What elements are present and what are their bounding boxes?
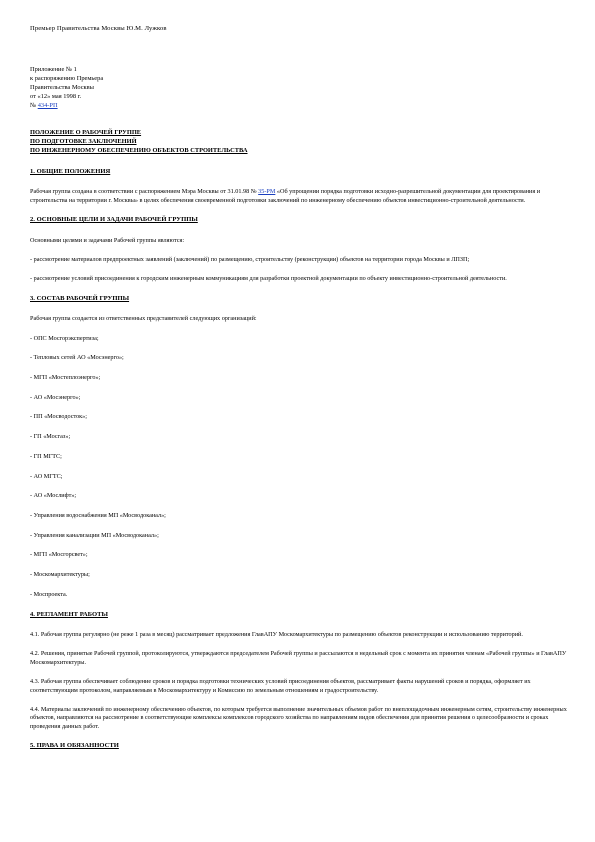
appendix-line: Приложение № 1 bbox=[30, 66, 77, 73]
title-line: ПО ПОДГОТОВКЕ ЗАКЛЮЧЕНИЙ bbox=[30, 138, 137, 146]
paragraph-4-1: 4.1. Рабочая группа регулярно (не реже 1 раза в месяц) рассматривает предложения ГлавАПУ Москомархитектуры по размещению объектов реконструкции и использованию территорий. bbox=[30, 630, 523, 638]
appendix-date: от «12» мая 1998 г. bbox=[30, 93, 82, 100]
section-heading-goals: 2. ОСНОВНЫЕ ЦЕЛИ И ЗАДАЧИ РАБОЧЕЙ ГРУППЫ bbox=[30, 216, 198, 224]
list-item: - МГП «Мостеплоэнерго»; bbox=[30, 374, 101, 382]
list-item: - рассмотрение материалов предпроектных заявлений (заключений) по размещению, строительству (реконструкции) объектов на территории города Москвы и ЛПЗП; bbox=[30, 256, 470, 264]
document-body bbox=[30, 168, 568, 763]
document-title bbox=[30, 128, 248, 156]
paragraph-4-4: 4.4. Материалы заключений по инженерному обеспечению объектов, по которым требуется выполнение значительных объемов работ по внеплощадочным инженерным сетям, строительству инженерных объектов, направляются на рассмотрение в соответствующие комплексы комплексов городского хозяйства по направлениям видов обеспечения для принятия решения о целесообразности и сроках проведения данных работ. bbox=[30, 705, 567, 730]
signature-line: Премьер Правительства Москвы Ю.М. Лужков bbox=[30, 25, 167, 32]
list-item: - АО «Мосэнерго»; bbox=[30, 393, 81, 401]
section-heading-composition: 3. СОСТАВ РАБОЧЕЙ ГРУППЫ bbox=[30, 294, 130, 302]
list-item: - АО МГТС; bbox=[30, 472, 63, 480]
list-item: - Моспроекта. bbox=[30, 590, 68, 598]
section-heading-regulations: 4. РЕГЛАМЕНТ РАБОТЫ bbox=[30, 610, 108, 618]
section-goals-intro: Основными целями и задачами Рабочей группы являются: bbox=[30, 236, 185, 244]
list-item: - ПП «Мосводосток»; bbox=[30, 413, 87, 421]
section-composition-intro: Рабочая группа создается из ответственных представителей следующих организаций: bbox=[30, 315, 257, 323]
text-fragment: «Об упрощении порядка подготовки исходно-разрешительной документации для проектирования и строительства на территории г. Москвы» в целях обеспечения своевременной подготовки заключений по инженерному обеспечению объектов инвестиционно-строительной деятельности. bbox=[30, 188, 541, 204]
title-line: ПОЛОЖЕНИЕ О РАБОЧЕЙ ГРУППЕ bbox=[30, 129, 142, 136]
text-fragment: Рабочая группа создана в соответствии с распоряжением Мэра Москвы от 31.01.98 № bbox=[30, 188, 259, 196]
paragraph-4-3: 4.3. Рабочая группа обеспечивает соблюдение сроков и порядка подготовки технических условий присоединения объектов, рассматривает факты нарушений сроков и порядка, оформляет их соответствующим протоколом, направляемым в Москомархитектуру и Комиссию по земельным отношениям и градостроительству. bbox=[30, 678, 531, 694]
section-heading-rights: 5. ПРАВА И ОБЯЗАННОСТИ bbox=[30, 742, 119, 750]
list-item: - Управления канализации МП «Мосводоканал»; bbox=[30, 531, 159, 539]
title-line: ПО ИНЖЕНЕРНОМУ ОБЕСПЕЧЕНИЮ ОБЪЕКТОВ СТРОИТЕЛЬСТВА bbox=[30, 147, 248, 155]
list-item: - Тепловых сетей АО «Мосэнерго»; bbox=[30, 354, 124, 362]
appendix-number-prefix: № bbox=[30, 102, 38, 109]
list-item: - Москомархитектуры; bbox=[30, 571, 90, 579]
list-item: - ГП «Мосгаз»; bbox=[30, 433, 71, 441]
section-heading-general: 1. ОБЩИЕ ПОЛОЖЕНИЯ bbox=[30, 168, 111, 175]
list-item: - МГП «Мосгорсвет»; bbox=[30, 551, 88, 559]
decree-link[interactable]: 35-РМ bbox=[258, 188, 276, 196]
section-general-text bbox=[30, 188, 568, 205]
appendix-block bbox=[30, 65, 103, 110]
order-link[interactable]: 434-РП bbox=[37, 102, 58, 109]
appendix-number bbox=[30, 101, 103, 110]
list-item: - ГП МГТС; bbox=[30, 452, 62, 460]
list-item: - Управления водоснабжения МП «Мосводоканал»; bbox=[30, 511, 166, 519]
list-item: - АО «Мослифт»; bbox=[30, 492, 77, 500]
list-item: - рассмотрение условий присоединения к городским инженерным коммуникациям для разработки проектной документации по объекту инвестиционно-строительной деятельности. bbox=[30, 275, 507, 283]
appendix-line: к распоряжению Премьера bbox=[30, 75, 104, 82]
appendix-line: Правительства Москвы bbox=[30, 84, 94, 91]
paragraph-4-2: 4.2. Решения, принятые Рабочей группой, протоколируются, утверждаются председателем Рабочей группы и рассылаются в недельный срок с момента их принятия членам «Рабочей группы» и ГлавАПУ Москомархитектуры. bbox=[30, 650, 567, 666]
list-item: - ОПС Мосгорэкспертиза; bbox=[30, 334, 99, 342]
